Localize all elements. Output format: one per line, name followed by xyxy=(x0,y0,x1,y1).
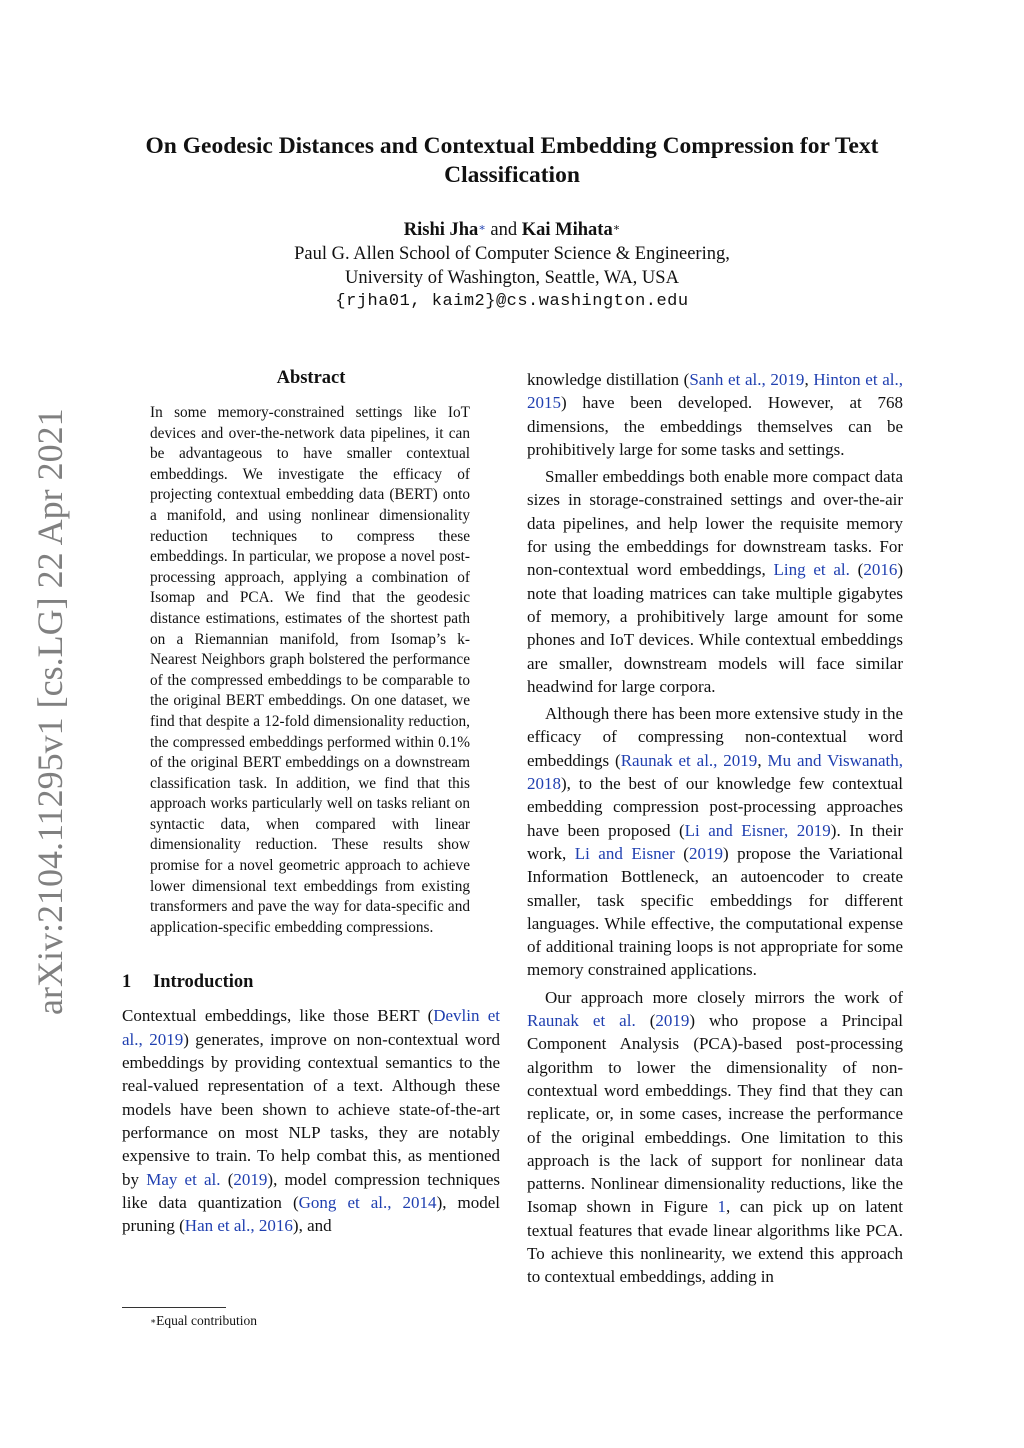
citation-link[interactable]: Li and Eisner xyxy=(574,843,675,863)
citation-link[interactable]: Han et al., 2016 xyxy=(184,1216,293,1236)
author-kai-mihata: Kai Mihata xyxy=(521,220,613,240)
author-rishi-jha: Rishi Jha xyxy=(403,220,479,240)
footnote-text: Equal contribution xyxy=(156,1313,257,1328)
equal-contribution-mark[interactable]: ∗ xyxy=(478,222,486,234)
citation-link[interactable]: Hinton et al., 2015 xyxy=(527,370,903,413)
author-block xyxy=(150,218,874,314)
body-paragraph: Smaller embeddings both enable more compact data sizes in storage-constrained settings and over-the-air data pipelines, and help lower the requisite memory for using the embeddings for downstream tasks. For non-contextual word embeddings, Ling et al. (2016) note that loading matrices can take multiple gigabytes of memory, a prohibitively large amount for some phones and IoT devices. While contextual embeddings are smaller, downstream models will face similar headwind for large corpora. xyxy=(527,467,903,696)
body-paragraph: Although there has been more extensive study in the efficacy of compressing non-contextual word embeddings (Raunak et al., 2019, Mu and Viswanath, 2018), to the best of our knowledge few contextual embedding compression post-processing approaches have been proposed (Li and Eisner, 2019). In their work, Li and Eisner (2019) propose the Variational Information Bottleneck, an autoencoder to create smaller, task specific embeddings for different languages. While effective, the computational expense of additional training loops is not appropriate for some memory constrained applications. xyxy=(527,704,904,980)
author-emails: {rjha01, kaim2}@cs.washington.edu xyxy=(335,292,689,311)
body-paragraph: Our approach more closely mirrors the work of Raunak et al. (2019) who propose a Principal Component Analysis (PCA)-based post-processing algorithm to lower the dimensionality of non-contextual word embeddings. They find that they can replicate, or, in some cases, increase the performance of the original embeddings. One limitation to this approach is the lack of support for nonlinear data patterns. Nonlinear dimensionality reductions, like the Isomap shown in Figure 1, can pick up on latent textual features that evade linear algorithms like PCA. To achieve this nonlinearity, we extend this approach to contextual embeddings, adding in xyxy=(527,987,903,1287)
author-connector: and xyxy=(490,220,518,240)
author-line xyxy=(150,218,874,242)
paper-title: On Geodesic Distances and Contextual Embedding Compression for Text Classification xyxy=(145,133,879,188)
citation-link[interactable]: Raunak et al., 2019 xyxy=(620,750,758,770)
footnote-rule xyxy=(122,1307,226,1308)
footnote-mark: ∗ xyxy=(150,1316,157,1326)
equal-contribution-mark: ∗ xyxy=(612,222,621,234)
citation-link[interactable]: Li and Eisner, 2019 xyxy=(684,820,831,840)
affiliation-line-1: Paul G. Allen School of Computer Science & Engineering, xyxy=(294,244,730,264)
citation-link[interactable]: 2019 xyxy=(688,843,723,863)
citation-link[interactable]: Mu and Viswanath, 2018 xyxy=(527,750,904,794)
citation-link[interactable]: Sanh et al., 2019 xyxy=(689,370,805,389)
left-column xyxy=(122,366,500,1241)
citation-link[interactable]: May et al. xyxy=(146,1169,221,1189)
right-column xyxy=(527,368,903,1293)
citation-link[interactable]: 2019 xyxy=(655,1011,690,1031)
citation-link[interactable]: 2016 xyxy=(863,560,898,580)
citation-link[interactable]: Gong et al., 2014 xyxy=(298,1192,437,1212)
citation-link[interactable]: Devlin et al., 2019 xyxy=(122,1006,500,1049)
citation-link[interactable]: 2019 xyxy=(233,1169,268,1189)
arxiv-identifier-stamp: arXiv:2104.11295v1 [cs.LG] 22 Apr 2021 xyxy=(30,408,70,1015)
citation-link[interactable]: Raunak et al. xyxy=(527,1011,636,1031)
citation-link[interactable]: Ling et al. xyxy=(773,560,850,580)
section-title: Introduction xyxy=(153,972,254,993)
figure-reference-link[interactable]: 1 xyxy=(717,1197,727,1217)
abstract-text: In some memory-constrained settings like IoT devices and over-the-network data pipelines, it can be advantageous to have smaller contextual embeddings. We investigate the efficacy of projecting contextual embedding data (BERT) onto a manifold, and using nonlinear dimensionality reduction techniques to compress these embeddings. In particular, we propose a novel post-processing approach, applying a combination of Isomap and PCA. We find that the geodesic distance estimations, estimates of the shortest path on a Riemannian manifold, from Isomap’s k-Nearest Neighbors graph bolstered the performance of the compressed embeddings to be comparable to the original BERT embeddings. On one dataset, we find that despite a 12-fold dimensionality reduction, the compressed embeddings performed within 0.1% of the original BERT embeddings on a downstream classification task. In addition, we find that this approach works particularly well on tasks reliant on syntactic data, when compared with linear dimensionality reduction. These results show promise for a novel geometric approach to achieve lower dimensional text embeddings from existing transformers and pave the way for data-specific and application-specific embedding compressions. xyxy=(150,404,470,936)
abstract-heading: Abstract xyxy=(276,368,346,388)
intro-paragraph: Contextual embeddings, like those BERT (Devlin et al., 2019) generates, improve on non-contextual word embeddings by providing contextual semantics to the real-valued representation of a text. Although these models have been shown to achieve state-of-the-art performance on most NLP tasks, they are notably expensive to train. To help combat this, as mentioned by May et al. (2019), model compression techniques like data quantization (Gong et al., 2014), model pruning (Han et al., 2016), and xyxy=(122,1006,501,1236)
section-heading-introduction xyxy=(122,970,500,994)
footnote xyxy=(150,1312,257,1330)
section-number: 1 xyxy=(122,972,132,993)
body-paragraph: knowledge distillation (Sanh et al., 2019, Hinton et al., 2015) have been developed. However, at 768 dimensions, the embeddings themselves can be prohibitively large for some tasks and settings. xyxy=(527,370,903,459)
affiliation-line-2: University of Washington, Seattle, WA, USA xyxy=(345,268,679,288)
